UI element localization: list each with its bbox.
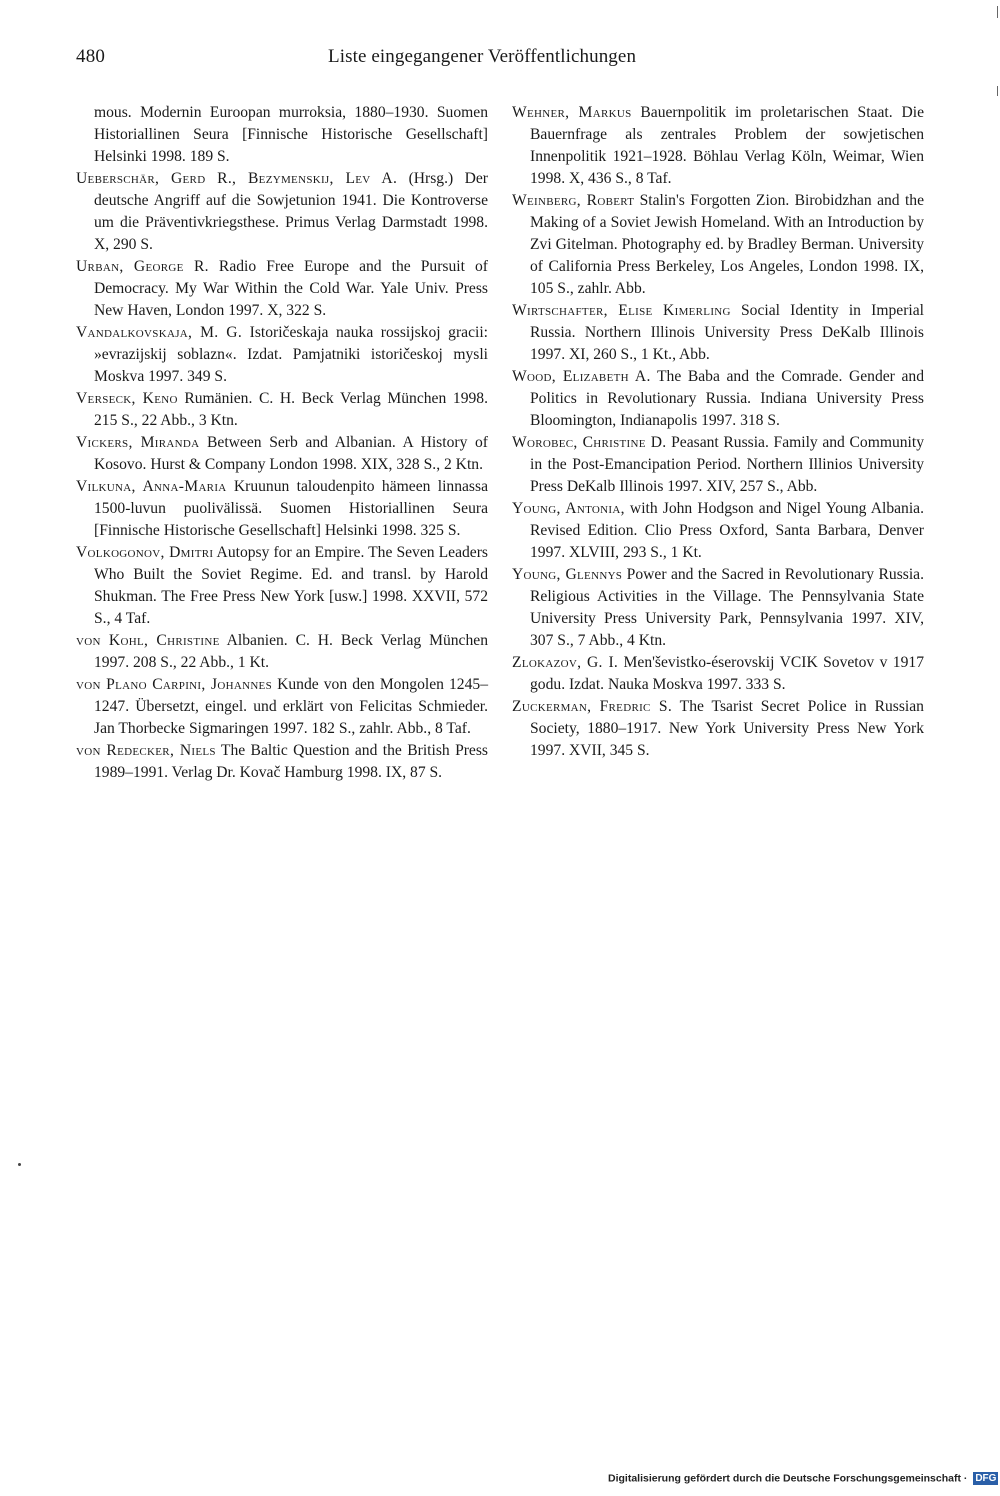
bibliography-entry [512, 300, 924, 366]
right-column [512, 102, 924, 762]
entry-text: Social Identity in Imperial Russia. Northern Illinois University Press DeKalb Illinois 1997. XI, 260 S., 1 Kt., Abb. [530, 302, 924, 363]
entry-text: Radio Free Europe and the Pursuit of Democracy. My War Within the Cold War. Yale Univ. Press New Haven, London 1997. X, 322 S. [94, 258, 488, 319]
bibliography-entry [512, 366, 924, 432]
entry-text: Stalin's Forgotten Zion. Birobidzhan and the Making of a Soviet Jewish Homeland. With an Introduction by Zvi Gitelman. Photography ed. by Bradley Berman. University of California Press Berkeley, Los Angeles, London 1998. IX, 105 S., zahlr. Abb. [530, 192, 924, 297]
entry-author: Wood, Elizabeth A. [512, 368, 651, 385]
entry-text: The Tsarist Secret Police in Russian Society, 1880–1917. New York University Press New York 1997. XVII, 345 S. [530, 698, 924, 759]
bibliography-entry [512, 564, 924, 652]
entry-text: (Hrsg.) Der deutsche Angriff auf die Sowjetunion 1941. Die Kontroverse um die Präventivkriegsthese. Primus Verlag Darmstadt 1998. X, 290 S. [94, 170, 488, 253]
entry-author: Zuckerman, Fredric S. [512, 698, 673, 715]
entry-author: Wehner, Markus [512, 104, 632, 121]
bibliography-entry [76, 168, 488, 256]
bibliography-entry [512, 102, 924, 190]
entry-author: Vilkuna, Anna-Maria [76, 478, 227, 495]
entry-author: von Plano Carpini, Johannes [76, 676, 272, 693]
entry-text: mous. Modernin Euroopan murroksia, 1880–1930. Suomen Historiallinen Seura [Finnische Historische Gesellschaft] Helsinki 1998. 189 S. [94, 104, 488, 165]
dfg-logo: DFG [975, 1473, 997, 1484]
bibliography-entry [512, 190, 924, 300]
bibliography-entry [76, 630, 488, 674]
entry-author: Ueberschär, Gerd R., Bezymenskij, Lev A. [76, 170, 398, 187]
entry-text: Between Serb and Albanian. A History of Kosovo. Hurst & Company London 1998. XIX, 328 S., 2 Ktn. [94, 434, 488, 473]
entry-text: Istoričeskaja nauka rossijskoj gracii: »evrazijskij soblazn«. Izdat. Pamjatniki istoričeskoj mysli Moskva 1997. 349 S. [94, 324, 488, 385]
footer-text: Digitalisierung gefördert durch die Deutsche Forschungsgemeinschaft [608, 1472, 961, 1485]
bibliography-entry [512, 652, 924, 696]
entry-text: Kruunun taloudenpito hämeen linnassa 1500-luvun puolivälissä. Suomen Historiallinen Seura [Finnische Historische Gesellschaft] Helsinki 1998. 325 S. [94, 478, 488, 539]
bibliography-entry [76, 322, 488, 388]
page-number: 480 [76, 46, 106, 67]
bibliography-entry [512, 498, 924, 564]
bibliography-entry [76, 476, 488, 542]
bibliography-entry [76, 256, 488, 322]
running-title: Liste eingegangener Veröffentlichungen [328, 46, 637, 67]
entry-text: Men'ševistko-éserovskij VCIK Sovetov v 1917 godu. Izdat. Nauka Moskva 1997. 333 S. [530, 654, 924, 693]
entry-text: Rumänien. C. H. Beck Verlag München 1998. 215 S., 22 Abb., 3 Ktn. [94, 390, 488, 429]
entry-author: von Kohl, Christine [76, 632, 220, 649]
entry-author: Weinberg, Robert [512, 192, 635, 209]
bibliography-entry [512, 432, 924, 498]
entry-text: Autopsy for an Empire. The Seven Leaders Who Built the Soviet Regime. Ed. and transl. by Harold Shukman. The Free Press New York [usw.] 1998. XXVII, 572 S., 4 Taf. [94, 544, 488, 627]
entry-author: Vandalkovskaja, M. G. [76, 324, 243, 341]
entry-author: Young, Glennys [512, 566, 623, 583]
entry-author: von Redecker, Niels [76, 742, 216, 759]
entry-author: Verseck, Keno [76, 390, 178, 407]
entry-text: Power and the Sacred in Revolutionary Russia. Religious Activities in the Village. The Pennsylvania State University Press University Park, Pennsylvania 1997. XIV, 307 S., 7 Abb., 4 Ktn. [530, 566, 924, 649]
entry-text: Peasant Russia. Family and Community in the Post-Emancipation Period. Northern Illinios University Press DeKalb Illinois 1997. XIV, 257 S., Abb. [530, 434, 925, 495]
entry-author: Volkogonov, Dmitri [76, 544, 214, 561]
entry-author: Zlokazov, G. I. [512, 654, 619, 671]
entry-author: Urban, George R. [76, 258, 209, 275]
scan-edge-mark [997, 86, 998, 96]
entry-text: The Baba and the Comrade. Gender and Politics in Revolutionary Russia. Indiana University Press Bloomington, Indianapolis 1997. 318 S. [530, 368, 924, 429]
entry-text: with John Hodgson and Nigel Young Albania. Revised Edition. Clio Press Oxford, Santa Barbara, Denver 1997. XLVIII, 293 S., 1 Kt. [530, 500, 924, 561]
entry-author: Young, Antonia, [512, 500, 625, 517]
entry-text: The Baltic Question and the British Press 1989–1991. Verlag Dr. Kovač Hamburg 1998. IX, 87 S. [94, 742, 488, 781]
entry-text: Kunde von den Mongolen 1245–1247. Übersetzt, eingel. und erklärt von Felicitas Schmieder. Jan Thorbecke Sigmaringen 1997. 182 S., zahlr. Abb., 8 Taf. [94, 676, 488, 737]
bibliography-entry [76, 432, 488, 476]
entry-author: Vickers, Miranda [76, 434, 200, 451]
bibliography-entry [76, 542, 488, 630]
entry-text: Albanien. C. H. Beck Verlag München 1997. 208 S., 22 Abb., 1 Kt. [94, 632, 488, 671]
scan-speck [18, 1163, 21, 1166]
bibliography-entry [76, 388, 488, 432]
bibliography-entry [76, 102, 488, 168]
bibliography-entry [512, 696, 924, 762]
entry-author: Worobec, Christine D. [512, 434, 667, 451]
bibliography-entry [76, 674, 488, 740]
bibliography-entry [76, 740, 488, 784]
entry-text: Bauernpolitik im proletarischen Staat. Die Bauernfrage als zentrales Problem der sowjetischen Innenpolitik 1921–1928. Böhlau Verlag Köln, Weimar, Wien 1998. X, 436 S., 8 Taf. [530, 104, 925, 187]
left-column [76, 102, 488, 784]
scan-edge-mark [997, 6, 998, 18]
entry-author: Wirtschafter, Elise Kimerling [512, 302, 731, 319]
digitization-footer: Digitalisierung gefördert durch die Deutsche Forschungsgemeinschaft · DFG [608, 1472, 997, 1485]
